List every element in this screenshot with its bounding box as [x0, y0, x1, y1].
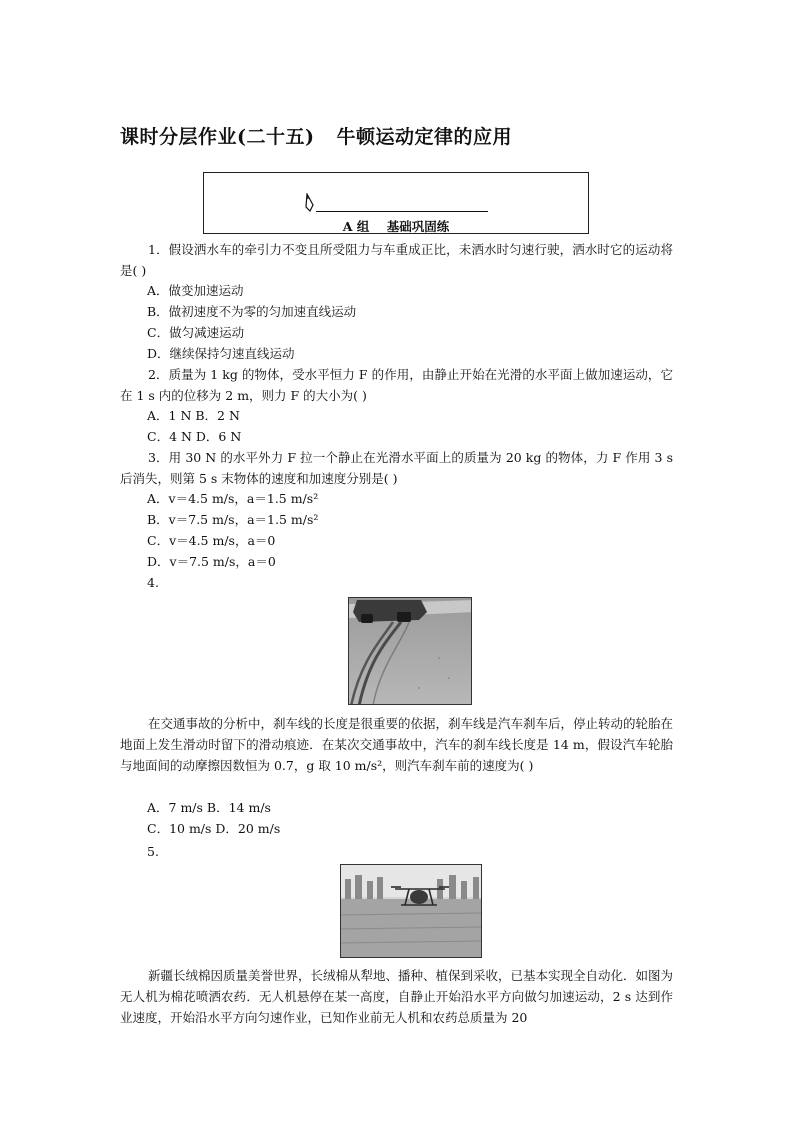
q1-option-d: D．继续保持匀速直线运动 [147, 346, 295, 361]
q1-option-c: C．做匀减速运动 [147, 325, 245, 340]
q3-option-a: A．v＝4.5 m/s，a＝1.5 m/s² [147, 491, 319, 506]
q3-option-c: C．v＝4.5 m/s，a＝0 [147, 533, 276, 548]
q3-option-b: B．v＝7.5 m/s，a＝1.5 m/s² [147, 512, 319, 527]
q1-option-a: A．做变加速运动 [147, 283, 244, 298]
question-4-number: 4. [147, 575, 159, 590]
q4-options-row-2: C．10 m/s D．20 m/s [147, 821, 281, 836]
section-header-box [203, 172, 589, 234]
pencil-icon [304, 193, 316, 213]
question-2-stem: 2．质量为 1 kg 的物体，受水平恒力 F 的作用，由静止开始在光滑的水平面上做加速运动，它在 1 s 内的位移为 2 m，则力 F 的大小为( ) [120, 367, 673, 403]
page-title [120, 122, 512, 149]
skid-marks-photo [348, 597, 472, 705]
title-part-1: 课时分层作业(二十五) [120, 126, 315, 148]
question-3-stem: 3．用 30 N 的水平外力 F 拉一个静止在光滑水平面上的质量为 20 kg 的物体，力 F 作用 3 s 后消失，则第 5 s 末物体的速度和加速度分别是( ) [120, 450, 673, 486]
q1-option-b: B．做初速度不为零的匀加速直线运动 [147, 304, 357, 319]
drone-spraying-photo [340, 864, 482, 958]
q2-options-row-2: C．4 N D．6 N [147, 429, 242, 444]
q2-options-row-1: A．1 N B．2 N [147, 408, 240, 423]
question-5-stem: 新疆长绒棉因质量美誉世界，长绒棉从犁地、播种、植保到采收，已基本实现全自动化．如图为无人机为棉花喷洒农药．无人机悬停在某一高度，自静止开始沿水平方向做匀加速运动，2 s 达到作业速度，开始沿水平方向匀速作业，已知作业前无人机和农药总质量为 20 [120, 968, 674, 1025]
question-4-stem: 在交通事故的分析中，刹车线的长度是很重要的依据，刹车线是汽车刹车后，停止转动的轮胎在地面上发生滑动时留下的滑动痕迹．在某次交通事故中，汽车的刹车线长度是 14 m，假设汽车轮胎与地面间的动摩擦因数恒为 0.7，g 取 10 m/s²，则汽车刹车前的速度为( ) [120, 716, 674, 773]
q4-options-row-1: A．7 m/s B．14 m/s [147, 800, 271, 815]
title-part-2: 牛顿运动定律的应用 [336, 126, 512, 148]
section-label: A 组 基础巩固练 [342, 219, 450, 234]
q3-option-d: D．v＝7.5 m/s，a＝0 [147, 554, 276, 569]
header-rule [316, 211, 488, 212]
question-1-stem: 1．假设洒水车的牵引力不变且所受阻力与车重成正比，未洒水时匀速行驶，洒水时它的运动将是( ) [120, 242, 673, 278]
question-5-number: 5. [147, 844, 159, 859]
